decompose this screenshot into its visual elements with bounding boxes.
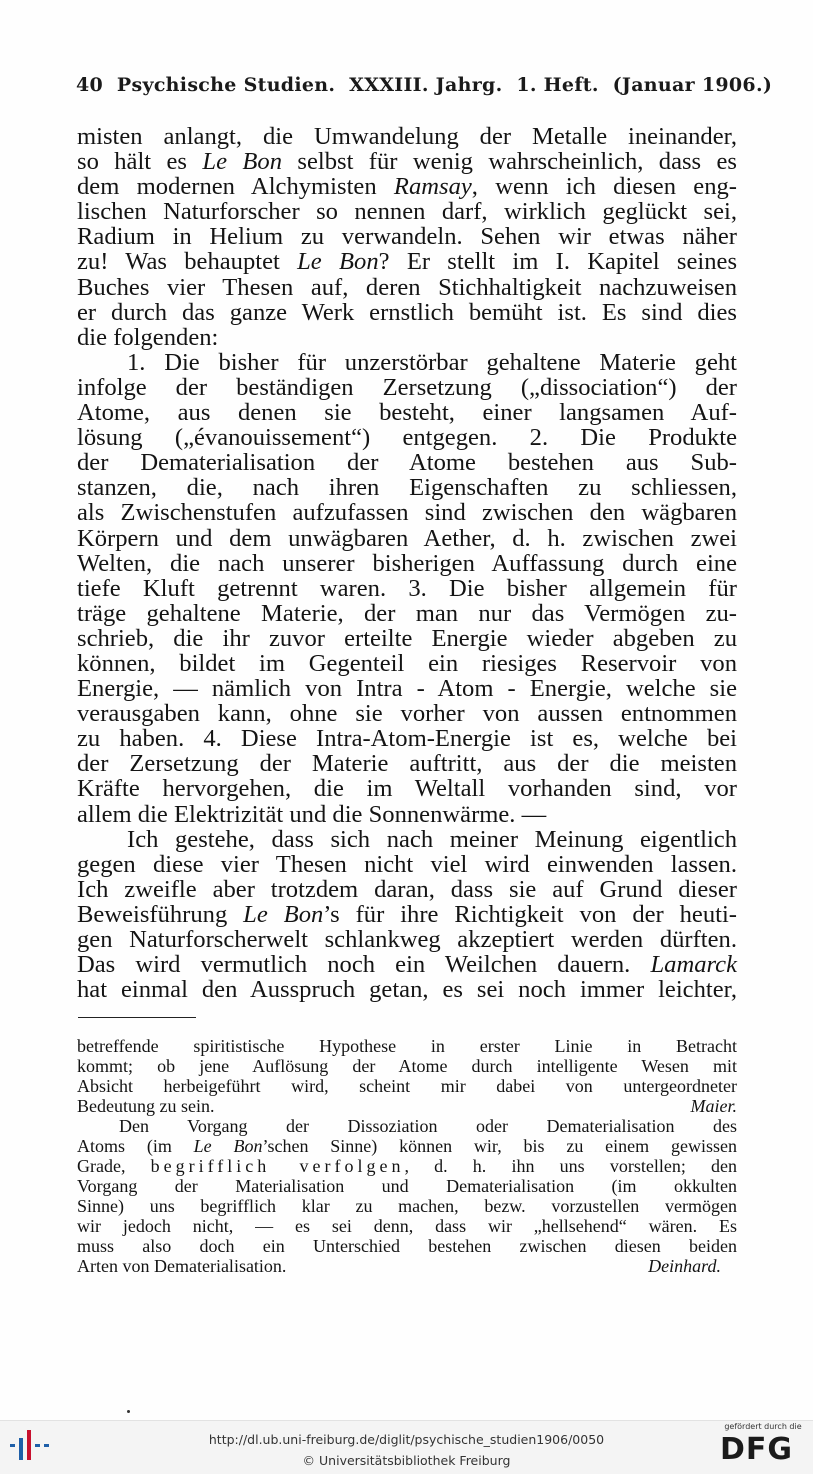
text-line: Energie, — nämlich von Intra - Atom - Energie, welche sie [77, 675, 737, 703]
permalink-url[interactable]: http://dl.ub.uni-freiburg.de/diglit/psychische_studien1906/0050 [208, 1432, 605, 1447]
text-line: misten anlangt, die Umwandelung der Metalle ineinander, [77, 123, 737, 150]
text-line: gegen diese vier Thesen nicht viel wird einwenden lassen. [77, 850, 737, 878]
text-line: Körpern und dem unwägbaren Aether, d. h. zwischen zwei [77, 524, 737, 552]
running-title: Psychische Studien. XXXIII. Jahrg. 1. Heft. (Januar 1906.) [116, 74, 773, 96]
footnote-line: Arten von Dematerialisation. Deinhard. [77, 1256, 721, 1276]
footnote-line: Bedeutung zu sein. Maier. [77, 1096, 737, 1116]
text-line: schrieb, die ihr zuvor erteilte Energie wieder abgeben zu [77, 624, 737, 652]
funding-note: gefördert durch die [724, 1422, 802, 1431]
text-line: dem modernen Alchymisten Ramsay, wenn ich diesen eng- [77, 173, 738, 201]
text-line: zu haben. 4. Diese Intra-Atom-Energie ist es, welche bei [77, 725, 737, 753]
footnote-signature: Deinhard. [648, 1256, 721, 1276]
text-line: der Zersetzung der Materie auftritt, aus der die meisten [77, 750, 737, 778]
scan-speck [127, 1410, 130, 1413]
running-header [76, 74, 773, 96]
text-line: Das wird vermutlich noch ein Weilchen dauern. Lamarck [77, 951, 737, 979]
text-line: als Zwischenstufen aufzufassen sind zwischen den wägbaren [77, 499, 737, 527]
text-line: verausgaben kann, ohne sie vorher von aussen entnommen [77, 700, 737, 728]
footnote-line: wir jedoch nicht, — es sei denn, dass wir „hellsehend“ wären. Es [77, 1216, 737, 1236]
author-name: Le Bon [243, 900, 324, 928]
main-text [77, 124, 737, 1002]
footnote-line: Den Vorgang der Dissoziation oder Dematerialisation des [119, 1116, 737, 1136]
emphasized-text: begrifflich verfolgen [150, 1156, 405, 1176]
author-name: Le Bon [202, 148, 283, 176]
text-line: können, bildet im Gegenteil ein riesiges Reservoir von [77, 649, 737, 677]
text-line: 1. Die bisher für unzerstörbar gehaltene Materie geht [127, 348, 737, 376]
text-line: infolge der beständigen Zersetzung („dissociation“) der [77, 373, 737, 401]
text-line: so hält es Le Bon selbst für wenig wahrscheinlich, dass es [77, 148, 738, 176]
text-line: Ich gestehe, dass sich nach meiner Meinung eigentlich [127, 825, 737, 853]
text-line: gen Naturforscherwelt schlankweg akzeptiert werden dürften. [77, 926, 737, 953]
text-line: lischen Naturforscher so nennen darf, wirklich geglückt sei, [77, 198, 737, 226]
footnote-line: Grade, begrifflich verfolgen, d. h. ihn uns vorstellen; den [77, 1156, 737, 1176]
text-line: Kräfte hervorgehen, die im Weltall vorhanden sind, vor [77, 775, 737, 803]
footnote-line: Vorgang der Materialisation und Dematerialisation (im okkulten [77, 1176, 737, 1196]
copyright-notice: © Universitätsbibliothek Freiburg [302, 1453, 511, 1468]
page-number: 40 [76, 74, 104, 96]
footnote-line: Absicht herbeigeführt wird, scheint mir dabei von untergeordneter [77, 1076, 737, 1096]
text-line: Beweisführung Le Bon’s für ihre Richtigkeit von der heuti- [77, 900, 737, 928]
footnote-line: betreffende spiritistische Hypothese in erster Linie in Betracht [77, 1036, 737, 1056]
text-line: er durch das ganze Werk ernstlich bemüht ist. Es sind dies [77, 298, 737, 326]
text-line: träge gehaltene Materie, der man nur das Vermögen zu- [77, 599, 737, 627]
person-name: Lamarck [650, 951, 737, 979]
author-name: Le Bon [297, 248, 379, 276]
footnote-line: Sinne) uns begrifflich klar zu machen, bezw. vorzustellen vermögen [77, 1196, 737, 1216]
text-line: Welten, die nach unserer bisherigen Auffassung durch eine [77, 549, 737, 577]
text-line: tiefe Kluft getrennt waren. 3. Die bisher allgemein für [77, 574, 737, 602]
text-line: zu! Was behauptet Le Bon? Er stellt im I. Kapitel seines [77, 248, 738, 276]
text-line: Buches vier Thesen auf, deren Stichhaltigkeit nachzuweisen [77, 273, 737, 301]
text-line: der Dematerialisation der Atome bestehen aus Sub- [77, 449, 737, 477]
person-name: Ramsay [393, 173, 472, 201]
text-line: hat einmal den Ausspruch getan, es sei noch immer leichter, [77, 976, 737, 1004]
text-line: allem die Elektrizität und die Sonnenwärme. — [77, 800, 547, 828]
footnotes [77, 1036, 737, 1276]
text-line: stanzen, die, nach ihren Eigenschaften zu schliessen, [77, 474, 737, 502]
text-line: Atome, aus denen sie besteht, einer langsamen Auf- [77, 399, 737, 427]
footnote-line: muss also doch ein Unterschied bestehen zwischen diesen beiden [77, 1236, 737, 1256]
dfg-logo: DFG [720, 1432, 794, 1467]
text-line: Radium in Helium zu verwandeln. Sehen wir etwas näher [77, 223, 737, 251]
author-name: Le Bon [193, 1136, 263, 1156]
text-line: lösung („évanouissement“) entgegen. 2. Die Produkte [77, 424, 737, 452]
text-line: die folgenden: [77, 323, 219, 351]
text-line: Ich zweifle aber trotzdem daran, dass sie auf Grund dieser [77, 875, 737, 903]
footnote-line: Atoms (im Le Bon’schen Sinne) können wir, bis zu einem gewissen [77, 1136, 737, 1156]
footnote-divider [78, 1017, 196, 1018]
footnote-line: kommt; ob jene Auflösung der Atome durch intelligente Wesen mit [77, 1056, 737, 1076]
footnote-signature: Maier. [690, 1096, 737, 1116]
